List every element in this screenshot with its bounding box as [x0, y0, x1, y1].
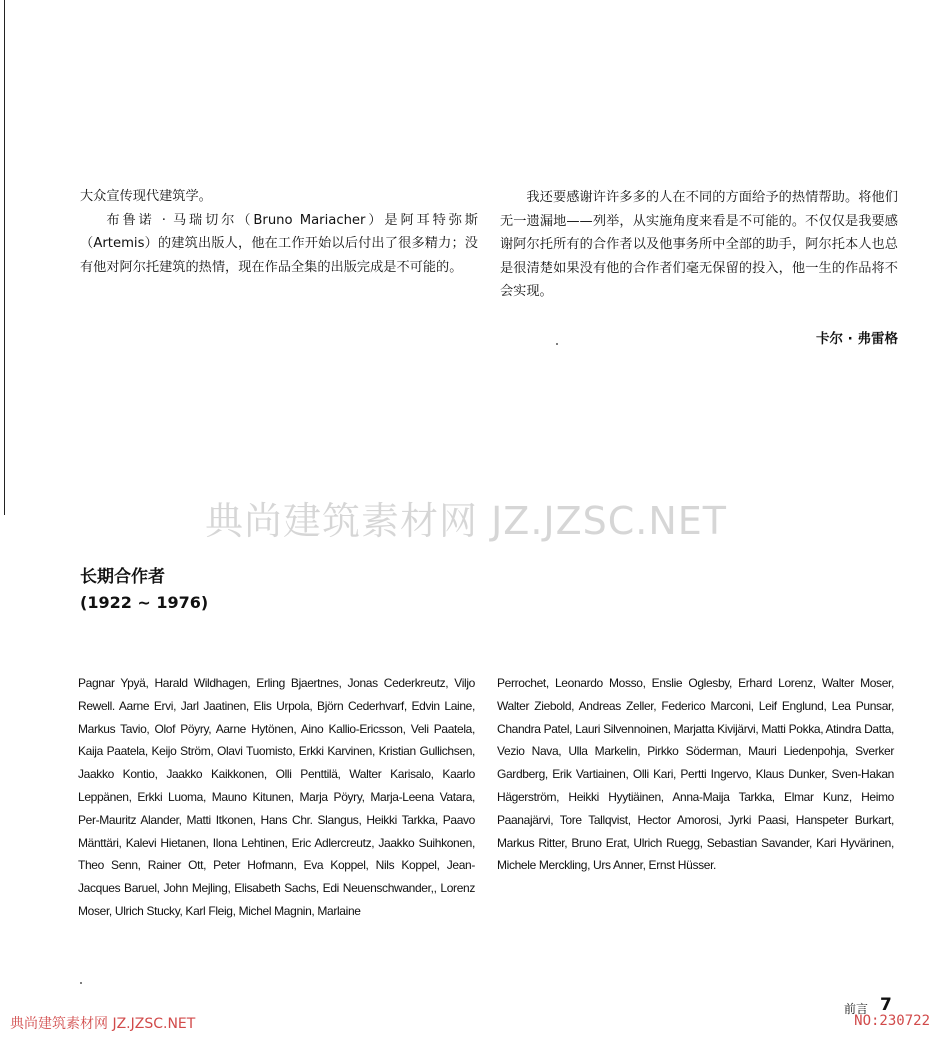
- intro-paragraph-2: 布鲁诺 · 马瑞切尔（Bruno Mariacher）是阿耳特弥斯（Artemis）的建筑出版人，他在工作开始以后付出了很多精力；没有他对阿尔托建筑的热情，现在作品全集的出版完成是不可能的。: [80, 212, 478, 275]
- watermark-center: 典尚建筑素材网 JZ.JZSC.NET: [205, 499, 728, 543]
- page-number: 7: [880, 995, 892, 1015]
- acknowledgement-paragraph: 我还要感谢许许多多的人在不同的方面给予的热情帮助。将他们无一遗漏地——列举，从实施角度来看是不可能的。不仅仅是我要感谢阿尔托所有的合作者以及他事务所中全部的助手，阿尔托本人也总是很清楚如果没有他的合作者们毫无保留的投入，他一生的作品将不会实现。: [500, 190, 898, 300]
- section-title: 长期合作者: [80, 567, 165, 587]
- author-signature: 卡尔 · 弗雷格: [815, 331, 898, 347]
- section-years: (1922 ~ 1976): [80, 593, 209, 612]
- margin-rule: [4, 0, 5, 515]
- collaborators-right-column: Perrochet, Leonardo Mosso, Enslie Oglesby, Erhard Lorenz, Walter Moser, Walter Ziebold, Andreas Zeller, Federico Marconi, Leif Englund, Lea Punsar, Chandra Patel, Lauri Silvennoinen, Marjatta Kivijärvi, Matti Pokka, Atindra Datta, Vezio Nava, Ulla Markelin, Pirkko Söderman, Mauri Liedenpohja, Sverker Gardberg, Erik Vartiainen, Olli Kari, Pertti Ingervo, Klaus Dunker, Sven-Hakan Hägerström, Heikki Hyytiäinen, Anna-Maija Tarkka, Elmar Kunz, Heimo Paanajärvi, Tore Tallqvist, Hector Amorosi, Jyrki Paasi, Hanspeter Burkart, Markus Ritter, Bruno Erat, Ulrich Ruegg, Sebastian Savander, Kari Hyvärinen, Michele Merckling, Urs Anner, Ernst Hüsser.: [497, 676, 894, 873]
- scan-speck: [80, 982, 82, 984]
- intro-right-column: [500, 186, 898, 304]
- intro-paragraph-1: 大众宣传现代建筑学。: [80, 189, 212, 204]
- intro-left-column: [80, 185, 478, 279]
- collaborators-left-column: Pagnar Ypyä, Harald Wildhagen, Erling Bjaertnes, Jonas Cederkreutz, Viljo Rewell. Aarne Ervi, Jarl Jaatinen, Elis Urpola, Björn Cederhvarf, Edvin Laine, Markus Tavio, Olof Pöyry, Aarne Hytönen, Aino Kallio-Ericsson, Veli Paatela, Kaija Paatela, Keijo Ström, Olavi Tuomisto, Erkki Karvinen, Kristian Gullichsen, Jaakko Kontio, Jaakko Kaikkonen, Olli Penttilä, Walter Karisalo, Kaarlo Leppänen, Erkki Luoma, Mauno Kitunen, Marja Pöyry, Marja-Leena Vatara, Per-Mauritz Alander, Matti Itkonen, Hans Chr. Slangus, Heikki Tarkka, Paavo Mänttäri, Kalevi Hietanen, Ilona Lehtinen, Eric Adlercreutz, Jaakko Suihkonen, Theo Senn, Rainer Ott, Peter Hofmann, Eva Koppel, Nils Koppel, Jean-Jacques Baruel, John Mejling, Elisabeth Sachs, Edi Neuenschwander,, Lorenz Moser, Ulrich Stucky, Karl Fleig, Michel Magnin, Marlaine: [78, 676, 475, 918]
- watermark-bottom: 典尚建筑素材网 JZ.JZSC.NET: [10, 1016, 196, 1032]
- watermark-id: NO:230722: [854, 1013, 930, 1029]
- footer-section-label: 前言: [844, 1002, 869, 1016]
- scan-speck: [556, 343, 558, 345]
